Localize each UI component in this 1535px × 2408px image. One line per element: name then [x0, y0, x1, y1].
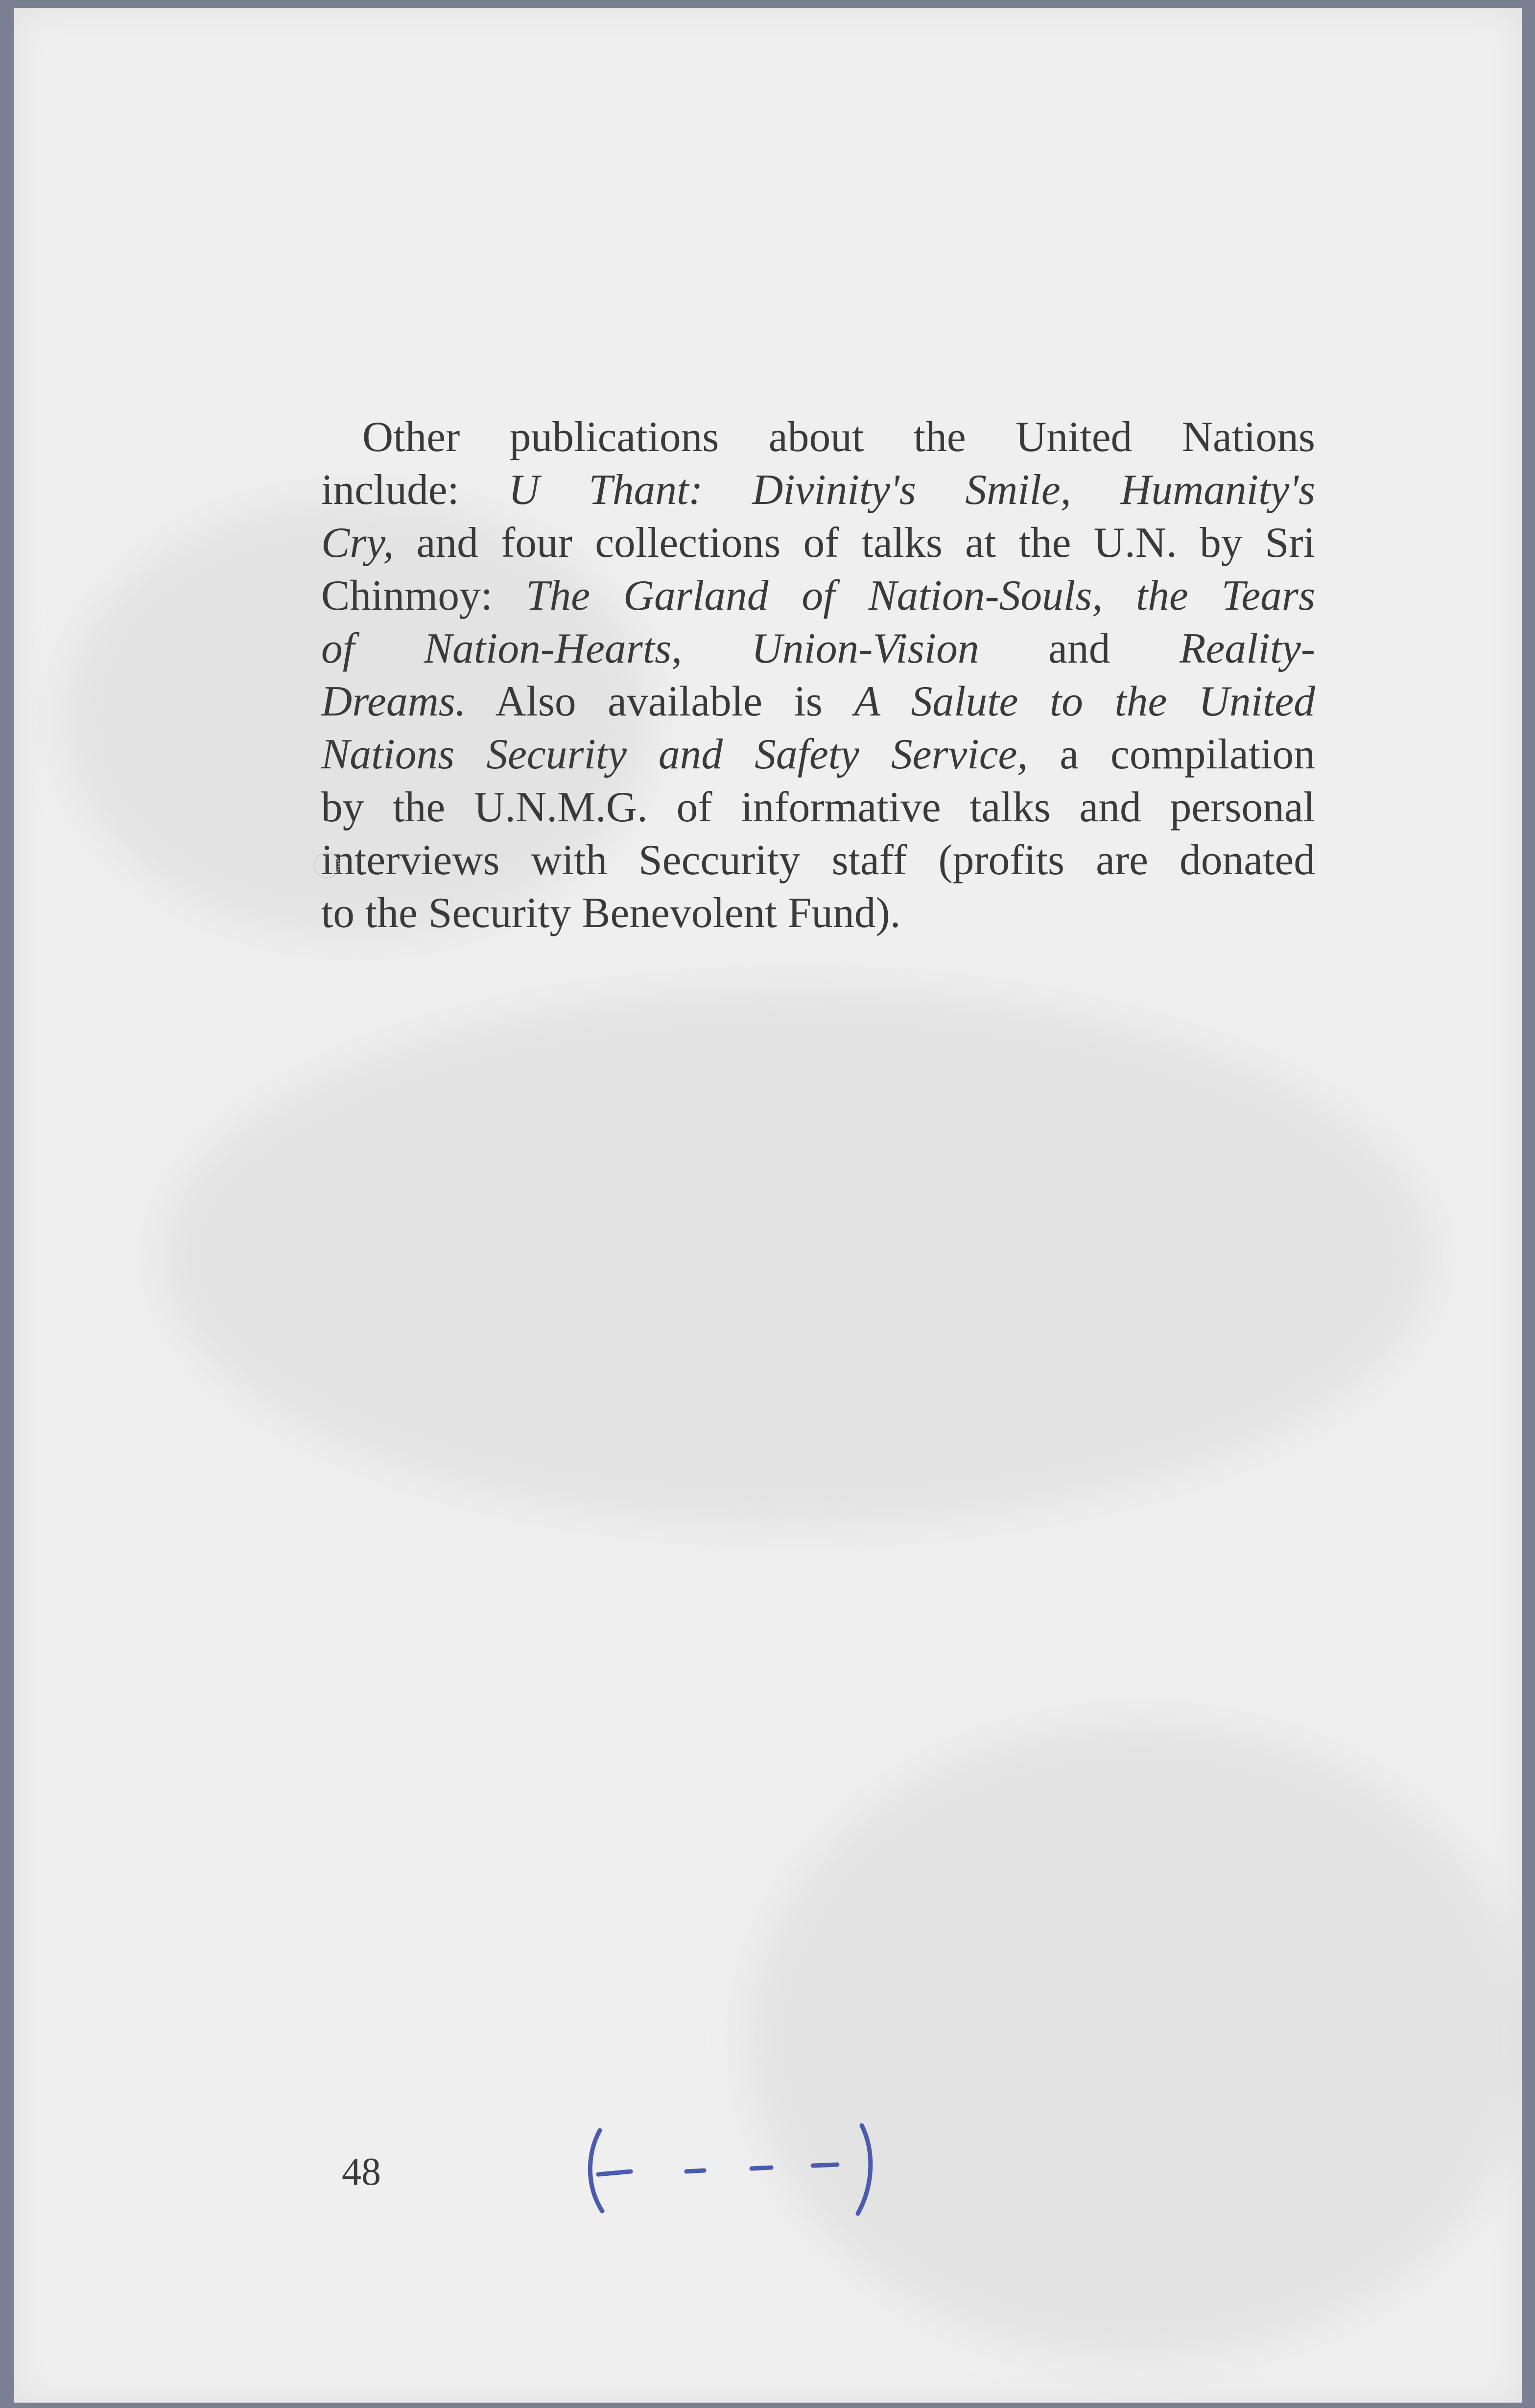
italic-title-text: Nations Security and Safety Service,: [321, 730, 1028, 778]
body-text-segment: Also available is: [466, 677, 854, 725]
pen-dash: [752, 2168, 771, 2169]
body-text-segment: Chinmoy:: [321, 572, 526, 619]
body-text-segment: and four collections of talks at the U.N. by Sri: [394, 519, 1315, 566]
pen-dash: [813, 2165, 837, 2166]
italic-title-text: Cry,: [321, 519, 394, 566]
body-text-segment: include:: [321, 466, 509, 513]
paragraph-line: [321, 410, 1315, 463]
italic-title-text: Dreams.: [321, 677, 466, 725]
paragraph-line: [321, 516, 1315, 569]
page-number: 48: [342, 2150, 381, 2193]
paragraph-line: [321, 834, 1315, 886]
bleed-through-shadow: [161, 987, 1434, 1526]
body-text-segment: and: [979, 624, 1180, 672]
italic-title-text: of Nation-Hearts, Union-Vision: [321, 624, 979, 672]
body-text-segment: a compilation: [1028, 730, 1316, 778]
paragraph-line: [321, 675, 1315, 728]
paragraph-line: [321, 463, 1315, 516]
body-text-segment: by the U.N.M.G. of informative talks and personal: [321, 783, 1315, 831]
pen-close-paren: [858, 2125, 871, 2214]
italic-title-text: Reality-: [1180, 624, 1315, 672]
paragraph-line: [321, 569, 1315, 622]
paragraph-line: [321, 622, 1315, 675]
punch-hole-mark: [313, 852, 340, 879]
italic-title-text: A Salute to the United: [854, 677, 1315, 725]
pen-bracket-dashes-icon: [578, 2121, 950, 2218]
italic-title-text: U Thant: Divinity's Smile, Humanity's: [508, 466, 1316, 513]
paragraph-line: [321, 728, 1315, 781]
body-text-segment: to the Security Benevolent Fund).: [321, 889, 901, 936]
book-page: [14, 8, 1522, 2403]
paragraph-line: [321, 781, 1315, 834]
body-text-segment: Other publications about the United Nations: [362, 413, 1315, 460]
pen-dash: [686, 2170, 704, 2171]
italic-title-text: The Garland of Nation-Souls, the Tears: [525, 572, 1316, 619]
bleed-through-shadow: [748, 1722, 1522, 2359]
pen-open-paren: [590, 2130, 602, 2211]
publications-paragraph: [321, 410, 1315, 939]
pen-dash: [598, 2171, 631, 2174]
body-text-segment: interviews with Seccurity staff (profits are donated: [321, 836, 1315, 883]
paragraph-line: [321, 886, 1315, 939]
